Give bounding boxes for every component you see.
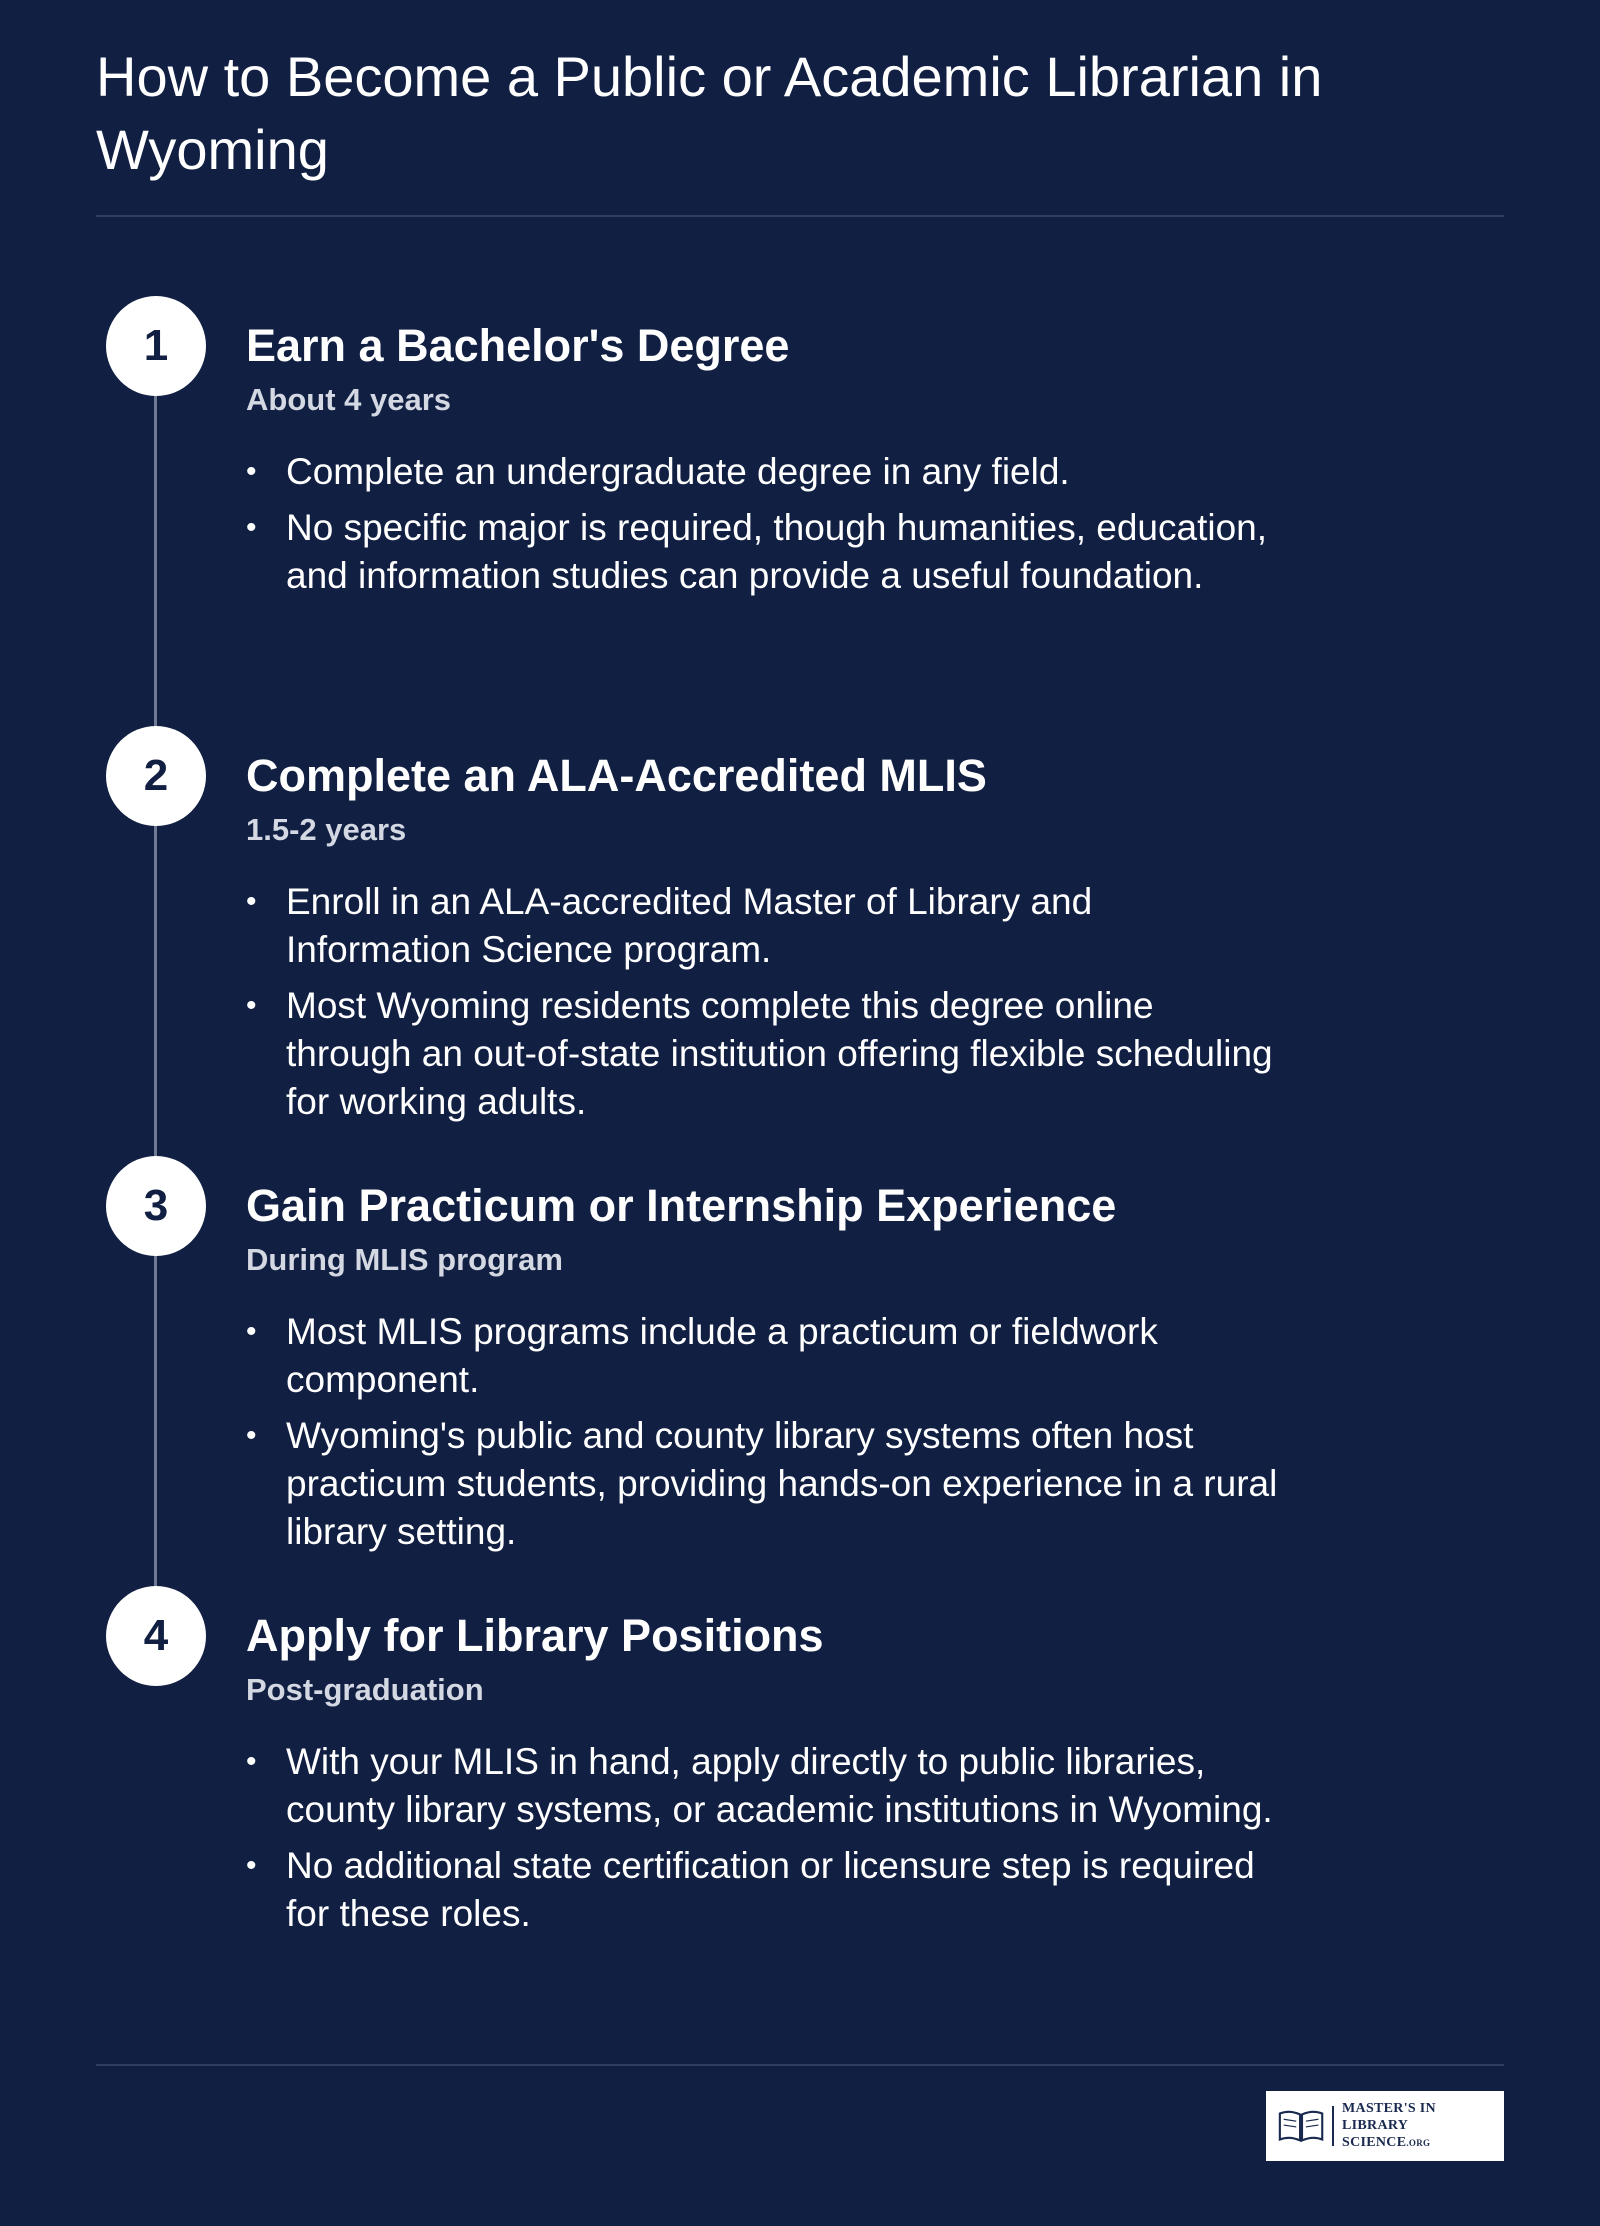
- site-logo: [1266, 2091, 1504, 2161]
- logo-line-2: LIBRARY SCIENCE: [1342, 2118, 1408, 2150]
- logo-wordmark: [1342, 2100, 1494, 2152]
- step-duration: Post-graduation: [246, 1672, 484, 1707]
- header-divider: [96, 215, 1504, 217]
- step-duration: During MLIS program: [246, 1242, 563, 1277]
- step-number-badge: 2: [106, 726, 206, 826]
- step-1: [246, 318, 1268, 608]
- step-bullets: [246, 878, 1273, 1126]
- step-duration: 1.5-2 years: [246, 812, 407, 847]
- step-2: [246, 748, 1273, 1134]
- step-4: [246, 1608, 1273, 1946]
- logo-suffix: .ORG: [1406, 2138, 1431, 2148]
- timeline-connector: [154, 340, 157, 730]
- timeline-connector: [154, 770, 157, 1160]
- bullet-item: • Complete an undergraduate degree in any field.: [246, 448, 1286, 496]
- bullet-item: • Most MLIS programs include a practicum or fieldwork component.: [246, 1308, 1286, 1404]
- step-title: Complete an ALA-Accredited MLIS: [246, 750, 987, 801]
- bullet-item: • Wyoming's public and county library systems often host practicum students, providing hands-on experience in a rural library setting.: [246, 1412, 1286, 1556]
- step-number-badge: 4: [106, 1586, 206, 1686]
- bullet-item: • No specific major is required, though humanities, education, and information studies can provide a useful foundation.: [246, 504, 1286, 600]
- timeline-connector: [154, 1200, 157, 1590]
- step-number-badge: 1: [106, 296, 206, 396]
- logo-line-1: MASTER'S IN: [1342, 2101, 1436, 2116]
- bullet-item: • No additional state certification or licensure step is required for these roles.: [246, 1842, 1286, 1938]
- open-book-icon: [1276, 2107, 1326, 2145]
- step-bullets: [246, 1308, 1278, 1556]
- step-title: Earn a Bachelor's Degree: [246, 320, 790, 371]
- step-title: Apply for Library Positions: [246, 1610, 824, 1661]
- step-duration: About 4 years: [246, 382, 452, 417]
- bullet-item: • Enroll in an ALA-accredited Master of Library and Information Science program.: [246, 878, 1286, 974]
- step-bullets: [246, 1738, 1273, 1938]
- step-3: [246, 1178, 1278, 1564]
- logo-divider: [1332, 2106, 1334, 2146]
- step-title: Gain Practicum or Internship Experience: [246, 1180, 1117, 1231]
- step-number-badge: 3: [106, 1156, 206, 1256]
- footer-divider: [96, 2064, 1504, 2066]
- bullet-item: • Most Wyoming residents complete this degree online through an out-of-state institution offering flexible scheduling for working adults.: [246, 982, 1286, 1126]
- page-title: How to Become a Public or Academic Librarian in Wyoming: [96, 45, 1323, 181]
- step-bullets: [246, 448, 1268, 600]
- bullet-item: • With your MLIS in hand, apply directly to public libraries, county library systems, or academic institutions in Wyoming.: [246, 1738, 1286, 1834]
